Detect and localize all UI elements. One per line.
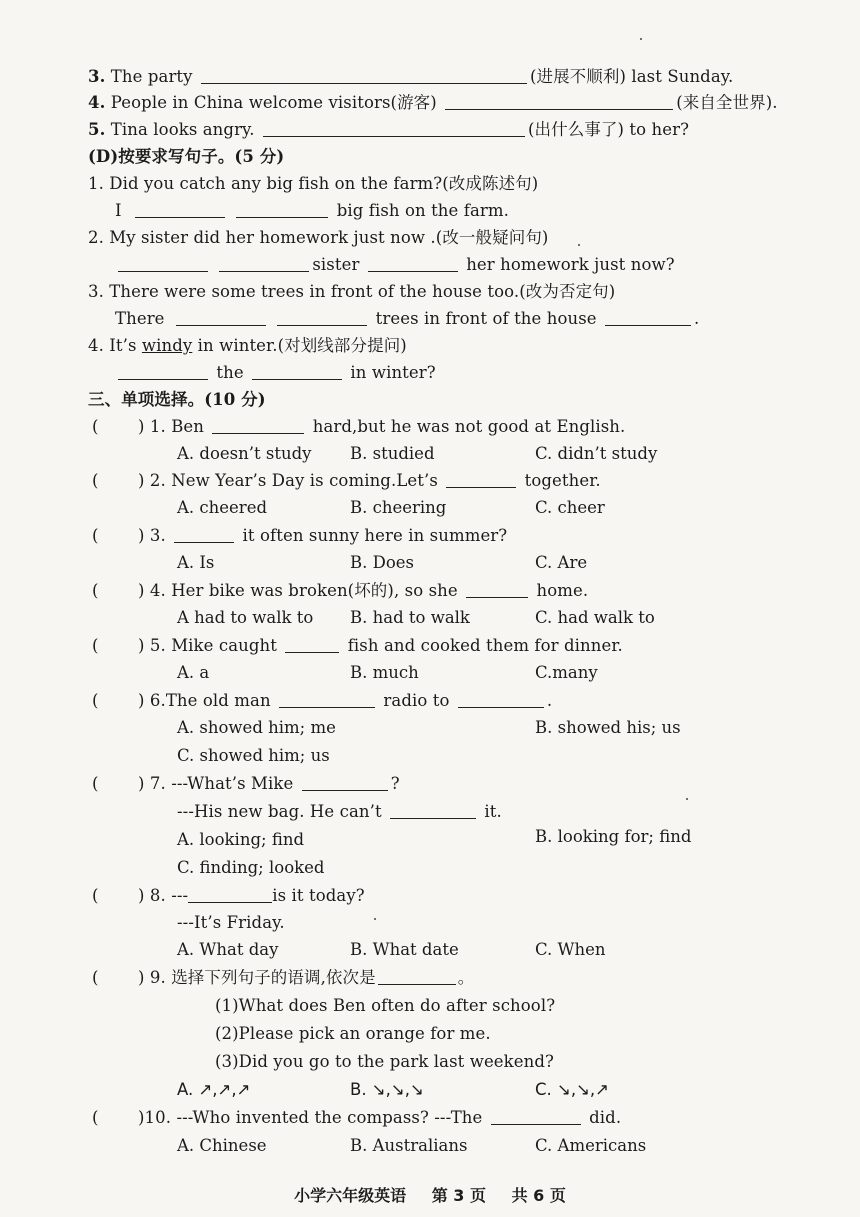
option-b[interactable]: B. studied: [350, 444, 435, 463]
answer-paren[interactable]: (: [92, 774, 99, 793]
rewrite-question-4: [88, 335, 407, 357]
question-text: in winter.(对划线部分提问): [192, 336, 407, 355]
answer-blank[interactable]: [466, 581, 528, 598]
answer-blank[interactable]: [188, 886, 272, 903]
question-number: ) 5.: [138, 636, 166, 655]
question-number: ) 8.: [138, 886, 166, 905]
answer-text: sister: [312, 255, 360, 274]
answer-blank[interactable]: [118, 363, 208, 380]
option-c[interactable]: C. had walk to: [535, 608, 655, 627]
option-a[interactable]: A. Is: [177, 553, 215, 572]
answer-text: big fish on the farm.: [336, 201, 509, 220]
rewrite-answer-4: [115, 362, 436, 384]
option-b[interactable]: B. looking for; find: [535, 827, 692, 846]
mc-question-1: [138, 416, 625, 438]
option-b[interactable]: B. ↘,↘,↘: [350, 1080, 424, 1099]
answer-text: the: [216, 363, 244, 382]
answer-blank[interactable]: [174, 526, 234, 543]
option-a[interactable]: A. ↗,↗,↗: [177, 1080, 251, 1099]
question-text: did.: [589, 1108, 622, 1127]
answer-blank[interactable]: [212, 417, 304, 434]
mc-question-2: [138, 470, 601, 492]
option-c[interactable]: C. cheer: [535, 498, 605, 517]
question-number: ) 3.: [138, 526, 166, 545]
answer-paren[interactable]: (: [92, 636, 99, 655]
option-a[interactable]: A. doesn’t study: [177, 444, 312, 463]
option-b[interactable]: B. Australians: [350, 1136, 468, 1155]
question-text: hard,but he was not good at English.: [312, 417, 626, 436]
intonation-sentence-2: (2)Please pick an orange for me.: [215, 1024, 491, 1043]
intonation-sentence-3: (3)Did you go to the park last weekend?: [215, 1052, 554, 1071]
option-b[interactable]: B. showed his; us: [535, 718, 681, 737]
fill-item-3: [88, 66, 733, 88]
mc-question-6: [138, 690, 552, 712]
answer-blank[interactable]: [285, 636, 339, 653]
answer-paren[interactable]: (: [92, 526, 99, 545]
option-c[interactable]: C. finding; looked: [177, 858, 325, 877]
option-a[interactable]: A. showed him; me: [177, 718, 336, 737]
answer-text: trees in front of the house: [375, 309, 597, 328]
page-footer: [0, 1183, 860, 1206]
answer-text: in winter?: [350, 363, 436, 382]
option-a[interactable]: A. Chinese: [177, 1136, 267, 1155]
question-text: Her bike was broken(坏的), so she: [171, 581, 458, 600]
question-text: ?: [390, 774, 400, 793]
answer-blank[interactable]: [236, 201, 328, 218]
answer-blank[interactable]: [219, 255, 309, 272]
answer-blank[interactable]: [378, 968, 456, 985]
mc-question-3: [138, 525, 507, 547]
section-3-title: 三、单项选择。(10 分): [88, 390, 266, 409]
question-text: Ben: [171, 417, 205, 436]
answer-paren[interactable]: (: [92, 691, 99, 710]
question-text: ---His new bag. He can’t: [177, 802, 382, 821]
answer-text: .: [694, 309, 700, 328]
option-b[interactable]: B. Does: [350, 553, 415, 572]
answer-blank[interactable]: [176, 309, 266, 326]
mc-question-8: [138, 885, 365, 907]
rewrite-question-3: 3. There were some trees in front of the house too.(改为否定句): [88, 282, 616, 301]
answer-blank[interactable]: [458, 691, 544, 708]
rewrite-question-1: 1. Did you catch any big fish on the farm?(改成陈述句): [88, 174, 539, 193]
intonation-sentence-1: (1)What does Ben often do after school?: [215, 996, 556, 1015]
answer-paren[interactable]: (: [92, 968, 99, 987]
scan-speck: [578, 244, 580, 246]
option-a[interactable]: A had to walk to: [177, 608, 314, 627]
mc-question-4: [138, 580, 588, 602]
item-text: Tina looks angry.: [110, 120, 255, 139]
scan-speck: [686, 798, 688, 800]
option-c[interactable]: C. When: [535, 940, 606, 959]
option-a[interactable]: A. looking; find: [177, 830, 305, 849]
answer-text: her homework just now?: [466, 255, 675, 274]
mc-question-9: [138, 967, 474, 989]
scan-speck: [374, 918, 376, 920]
question-text: is it today?: [272, 886, 365, 905]
answer-blank[interactable]: [302, 774, 388, 791]
item-hint: (来自全世界).: [676, 93, 778, 112]
answer-blank[interactable]: [263, 120, 525, 137]
answer-blank[interactable]: [390, 802, 476, 819]
option-a[interactable]: A. cheered: [177, 498, 268, 517]
question-text: New Year’s Day is coming.Let’s: [171, 471, 438, 490]
answer-blank[interactable]: [252, 363, 342, 380]
answer-blank[interactable]: [135, 201, 225, 218]
question-number: ) 6.: [138, 691, 166, 710]
question-text: it.: [484, 802, 502, 821]
question-number: ) 7.: [138, 774, 166, 793]
question-text: The old man: [165, 691, 271, 710]
rewrite-answer-3: [115, 308, 699, 330]
answer-paren[interactable]: (: [92, 886, 99, 905]
scan-speck: [640, 38, 642, 40]
question-text: Mike caught: [171, 636, 277, 655]
option-b[interactable]: B. What date: [350, 940, 459, 959]
item-number: 5.: [88, 120, 106, 139]
option-c[interactable]: C. showed him; us: [177, 746, 330, 765]
option-a[interactable]: A. a: [177, 663, 210, 682]
question-text: 。: [457, 968, 475, 987]
option-b[interactable]: B. cheering: [350, 498, 447, 517]
answer-blank[interactable]: [368, 255, 458, 272]
mc-question-7-reply: [177, 801, 502, 823]
item-hint: (进展不顺利) last Sunday.: [529, 67, 734, 86]
answer-blank[interactable]: [279, 691, 375, 708]
question-number: )10.: [138, 1108, 172, 1127]
item-number: 3.: [88, 67, 106, 86]
answer-blank[interactable]: [445, 93, 673, 110]
section-d-title: (D)按要求写句子。(5 分): [88, 147, 285, 166]
question-text: .: [546, 691, 553, 710]
question-text: radio to: [383, 691, 450, 710]
answer-prefix: There: [115, 309, 165, 328]
underlined-word: windy: [141, 336, 193, 355]
mc-question-5: [138, 635, 623, 657]
rewrite-question-2: 2. My sister did her homework just now .(改一般疑问句): [88, 228, 549, 247]
answer-blank[interactable]: [118, 255, 208, 272]
mc-question-10: [138, 1107, 621, 1129]
question-text: ---Who invented the compass? ---The: [176, 1108, 483, 1127]
rewrite-answer-2: [115, 254, 675, 276]
rewrite-answer-1: [115, 200, 509, 222]
answer-blank[interactable]: [277, 309, 367, 326]
question-text: fish and cooked them for dinner.: [347, 636, 623, 655]
question-text: together.: [524, 471, 601, 490]
item-number: 4.: [88, 93, 106, 112]
mc-question-7: [138, 773, 400, 795]
option-a[interactable]: A. What day: [177, 940, 279, 959]
question-text: ---What’s Mike: [171, 774, 294, 793]
question-text: ---: [171, 886, 189, 905]
option-b[interactable]: B. had to walk: [350, 608, 470, 627]
question-number: ) 2.: [138, 471, 166, 490]
question-text: 选择下列句子的语调,依次是: [171, 968, 376, 987]
answer-blank[interactable]: [491, 1108, 581, 1125]
footer-page-number: 第 3 页: [431, 1186, 486, 1205]
option-c[interactable]: C. didn’t study: [535, 444, 658, 463]
option-c[interactable]: C.many: [535, 663, 598, 682]
option-c[interactable]: C. ↘,↘,↗: [535, 1080, 609, 1099]
option-b[interactable]: B. much: [350, 663, 419, 682]
answer-paren[interactable]: (: [92, 471, 99, 490]
answer-paren[interactable]: (: [92, 417, 99, 436]
question-number: ) 9.: [138, 968, 166, 987]
fill-item-5: [88, 119, 689, 141]
option-c[interactable]: C. Are: [535, 553, 588, 572]
fill-item-4: [88, 92, 778, 114]
question-text: 4. It’s: [88, 336, 142, 355]
question-text: it often sunny here in summer?: [242, 526, 508, 545]
item-text: The party: [110, 67, 193, 86]
answer-prefix: I: [115, 201, 122, 220]
item-hint: (出什么事了) to her?: [528, 120, 690, 139]
answer-blank[interactable]: [201, 67, 527, 84]
footer-page-total: 共 6 页: [511, 1186, 566, 1205]
answer-paren[interactable]: (: [92, 581, 99, 600]
item-text: People in China welcome visitors(游客): [110, 93, 437, 112]
question-text: home.: [536, 581, 589, 600]
question-number: ) 4.: [138, 581, 166, 600]
option-c[interactable]: C. Americans: [535, 1136, 647, 1155]
mc-question-8-reply: ---It’s Friday.: [177, 913, 285, 932]
question-number: ) 1.: [138, 417, 166, 436]
answer-blank[interactable]: [605, 309, 691, 326]
footer-subject: 小学六年级英语: [294, 1186, 407, 1205]
answer-blank[interactable]: [446, 471, 516, 488]
answer-paren[interactable]: (: [92, 1108, 99, 1127]
